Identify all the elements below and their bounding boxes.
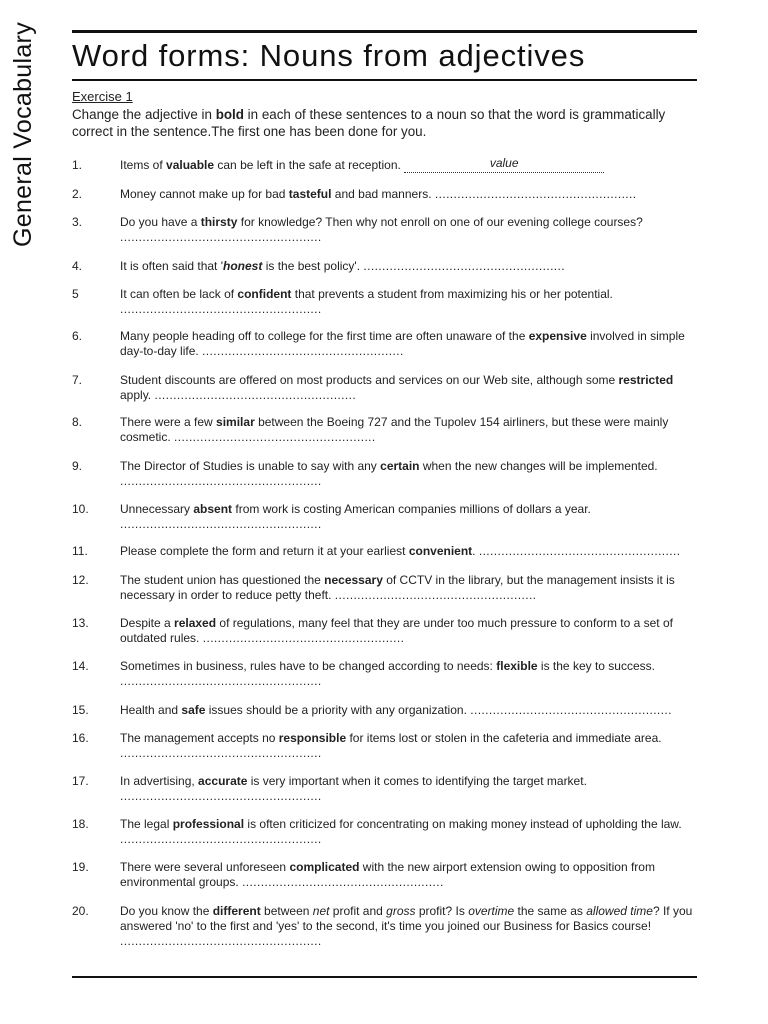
question-keyword: overtime (468, 904, 515, 918)
question-keyword: thirsty (200, 215, 238, 229)
question-text-part: and bad manners. (331, 187, 435, 201)
question-text-part: for knowledge? Then why not enroll on one of our evening college courses? (237, 215, 643, 229)
question-number: 20. (72, 904, 89, 918)
instructions-bold: bold (215, 107, 244, 122)
question-item (72, 659, 702, 689)
question-text-part: Money cannot make up for bad (120, 187, 289, 201)
question-number: 16. (72, 731, 89, 745)
answer-blank[interactable]: ...................................................... (334, 588, 537, 602)
question-text-part: between (260, 904, 313, 918)
question-keyword: accurate (198, 774, 248, 788)
question-text (120, 329, 702, 359)
instructions-text-2: in each of these sentences to a noun so that the word is grammatically correct in the sentence.The first one has been done for you. (72, 107, 666, 139)
question-text-part: with the new airport extension owing to opposition from environmental groups. (120, 860, 655, 889)
question-number: 18. (72, 817, 89, 831)
question-keyword: gross (386, 904, 416, 918)
question-keyword: responsible (278, 731, 347, 745)
answer-blank[interactable]: ...................................................... (434, 187, 637, 201)
question-text-part: There were several unforeseen (120, 860, 290, 874)
question-text-part: There were a few (120, 415, 217, 429)
question-keyword: convenient (408, 544, 473, 558)
answer-blank[interactable]: ...................................................... (120, 789, 322, 803)
question-text (120, 158, 702, 173)
question-text-part: Please complete the form and return it at your earliest (120, 544, 409, 558)
question-text (120, 544, 702, 559)
page-title: Word forms: Nouns from adjectives (72, 38, 586, 73)
question-number: 17. (72, 774, 89, 788)
question-text-part: It can often be lack of (120, 287, 238, 301)
question-number: 10. (72, 502, 89, 516)
question-text-part: Unnecessary (120, 502, 194, 516)
instructions-text-1: Change the adjective in (72, 107, 216, 122)
question-keyword: tasteful (288, 187, 332, 201)
question-keyword: absent (193, 502, 233, 516)
question-keyword: necessary (324, 573, 383, 587)
question-text-part: is the key to success. (537, 659, 655, 673)
question-text-part: profit and (329, 904, 387, 918)
question-text-part: The management accepts no (120, 731, 279, 745)
question-text-part: . (472, 544, 479, 558)
question-text-part: Many people heading off to college for the first time are often unaware of the (120, 329, 529, 343)
question-text (120, 459, 702, 489)
question-item (72, 817, 702, 847)
question-number: 4. (72, 259, 83, 273)
question-text (120, 502, 702, 532)
question-text (120, 573, 702, 603)
answer-blank[interactable]: ...................................................... (363, 259, 566, 273)
question-text (120, 215, 702, 245)
exercise-label: Exercise 1 (72, 89, 133, 104)
answer-blank[interactable]: ...................................................... (120, 934, 322, 948)
question-item (72, 904, 702, 949)
question-keyword: net (312, 904, 330, 918)
question-text-part: Do you have a (120, 215, 201, 229)
question-text (120, 817, 702, 847)
question-text-part: Student discounts are offered on most products and services on our Web site, although some (120, 373, 619, 387)
question-item (72, 259, 702, 274)
question-item (72, 731, 702, 761)
question-text-part: is often criticized for concentrating on making money instead of upholding the law. (244, 817, 682, 831)
question-text-part: from work is costing American companies millions of dollars a year. (232, 502, 591, 516)
question-text-part: It is often said that ' (120, 259, 224, 273)
question-number: 12. (72, 573, 89, 587)
question-keyword: professional (172, 817, 245, 831)
question-number: 5 (72, 287, 79, 301)
answer-blank[interactable]: ...................................................... (154, 388, 357, 402)
question-keyword: complicated (289, 860, 360, 874)
question-text-part: apply. (120, 388, 155, 402)
question-number: 9. (72, 459, 83, 473)
question-text-part: can be left in the safe at reception. (214, 158, 405, 172)
answer-blank[interactable]: ...................................................... (202, 344, 404, 358)
question-keyword: safe (181, 703, 206, 717)
question-number: 8. (72, 415, 83, 429)
answer-blank[interactable]: ...................................................... (478, 544, 681, 558)
answer-blank[interactable]: ...................................................... (202, 631, 405, 645)
question-text (120, 731, 702, 761)
question-text (120, 187, 702, 202)
question-item (72, 215, 702, 245)
question-text-part: the same as (514, 904, 587, 918)
question-number: 19. (72, 860, 89, 874)
question-number: 15. (72, 703, 89, 717)
question-keyword: expensive (528, 329, 587, 343)
question-keyword: honest (223, 259, 263, 273)
answer-blank[interactable]: ...................................................... (120, 674, 322, 688)
question-item (72, 502, 702, 532)
question-number: 2. (72, 187, 83, 201)
question-text-part: is the best policy'. (262, 259, 364, 273)
question-text-part: The legal (120, 817, 173, 831)
answer-blank[interactable]: ...................................................... (470, 703, 672, 717)
answer-blank[interactable]: ...................................................... (120, 230, 322, 244)
question-number: 14. (72, 659, 89, 673)
question-keyword: relaxed (174, 616, 217, 630)
question-text-part: profit? Is (415, 904, 469, 918)
bottom-rule (72, 976, 697, 978)
question-number: 3. (72, 215, 83, 229)
question-text (120, 659, 702, 689)
answer-blank[interactable] (404, 158, 604, 173)
answer-blank[interactable]: ...................................................... (120, 832, 322, 846)
answer-blank[interactable]: ...................................................... (120, 474, 322, 488)
question-number: 7. (72, 373, 83, 387)
question-text (120, 616, 702, 646)
question-keyword: certain (380, 459, 420, 473)
question-text (120, 373, 702, 403)
question-text-part: of regulations, many feel that they are under too much pressure to conform to a set of outdated rules. (120, 616, 673, 645)
question-keyword: restricted (618, 373, 674, 387)
question-item (72, 616, 702, 646)
answer-blank[interactable]: ...................................................... (242, 875, 444, 889)
question-number: 13. (72, 616, 89, 630)
question-item (72, 415, 702, 445)
question-text (120, 259, 702, 274)
question-text (120, 415, 702, 445)
question-keyword: similar (216, 415, 255, 429)
question-text-part: issues should be a priority with any organization. (205, 703, 471, 717)
question-text (120, 703, 702, 718)
question-item (72, 774, 702, 804)
question-text-part: Sometimes in business, rules have to be changed according to needs: (120, 659, 497, 673)
question-item (72, 373, 702, 403)
question-text (120, 904, 702, 949)
question-text (120, 287, 702, 317)
question-text-part: between the Boeing 727 and the Tupolev 154 airliners, but these were mainly cosmetic. (120, 415, 669, 444)
question-number: 11. (72, 544, 88, 558)
question-number: 1. (72, 158, 83, 172)
answer-blank[interactable]: ...................................................... (120, 517, 322, 531)
answer-blank[interactable]: ...................................................... (120, 302, 322, 316)
answer-blank[interactable]: ...................................................... (120, 746, 322, 760)
question-item (72, 187, 702, 202)
question-item (72, 459, 702, 489)
question-text-part: ? If you answered 'no' to the first and 'yes' to the second, it's time you joined our Business for Basics course! (120, 904, 693, 933)
exercise-instructions (72, 106, 702, 140)
question-item (72, 544, 702, 559)
question-text-part: Health and (120, 703, 182, 717)
question-item (72, 329, 702, 359)
side-label-text: General Vocabulary (8, 22, 37, 247)
question-text-part: involved in simple day-to-day life. (120, 329, 685, 358)
question-text (120, 774, 702, 804)
title-rule (72, 79, 697, 81)
top-rule (72, 30, 697, 33)
question-text-part: of CCTV in the library, but the management insists it is necessary in order to reduce petty theft. (120, 573, 675, 602)
question-keyword: flexible (496, 659, 538, 673)
question-text-part: Do you know the (120, 904, 213, 918)
side-label (8, 22, 38, 247)
question-text (120, 860, 702, 890)
question-text-part: for items lost or stolen in the cafeteria and immediate area. (346, 731, 662, 745)
question-keyword: allowed time (586, 904, 653, 918)
question-item (72, 287, 702, 317)
answer-blank[interactable]: ...................................................... (174, 430, 376, 444)
question-keyword: different (212, 904, 261, 918)
question-item (72, 573, 702, 603)
question-text-part: Despite a (120, 616, 175, 630)
question-text-part: Items of (120, 158, 167, 172)
example-answer: value (489, 156, 519, 170)
question-text-part: The Director of Studies is unable to say with any (120, 459, 381, 473)
question-number: 6. (72, 329, 83, 343)
question-keyword: valuable (166, 158, 215, 172)
question-text-part: The student union has questioned the (120, 573, 325, 587)
question-item (72, 703, 702, 718)
question-item (72, 860, 702, 890)
question-text-part: when the new changes will be implemented. (419, 459, 658, 473)
question-text-part: In advertising, (120, 774, 199, 788)
question-text-part: is very important when it comes to identifying the target market. (247, 774, 587, 788)
question-item (72, 158, 702, 173)
question-text-part: that prevents a student from maximizing his or her potential. (291, 287, 613, 301)
question-keyword: confident (237, 287, 292, 301)
